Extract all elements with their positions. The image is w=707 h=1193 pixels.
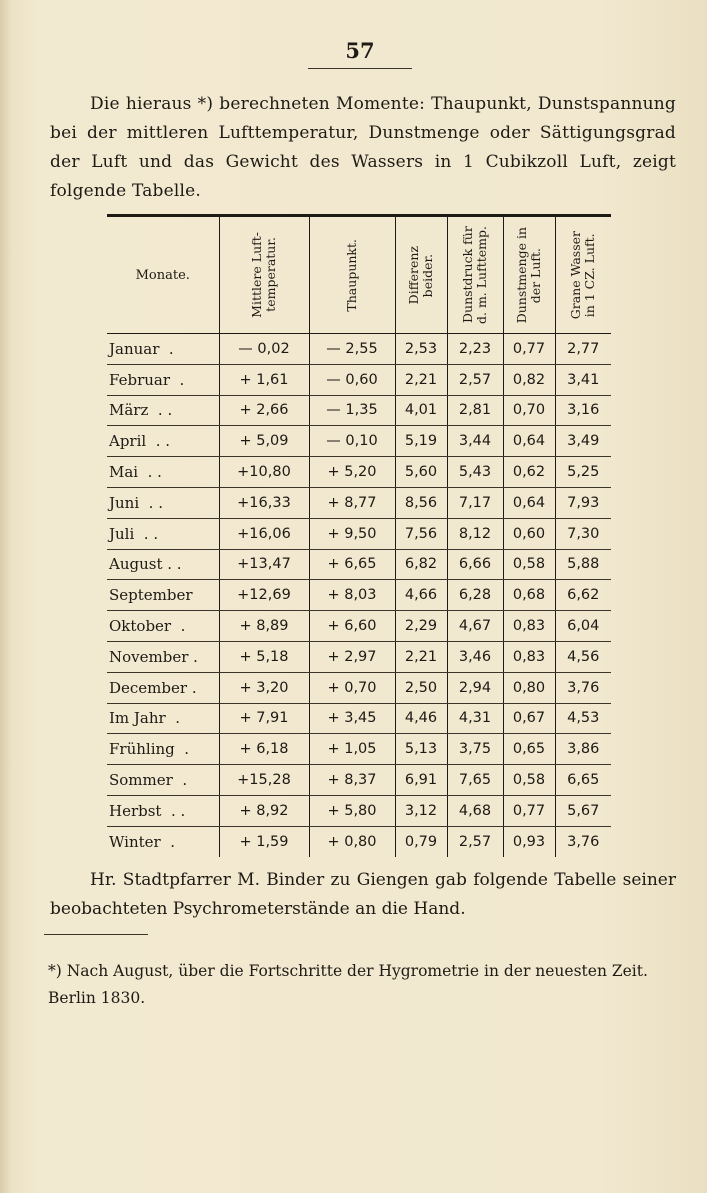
dew-point-cell: — 2,55 xyxy=(309,334,395,365)
month-cell: Frühling . xyxy=(107,734,219,765)
header-label: Dunstdruck für d. m. Lufttemp. xyxy=(460,226,489,324)
header-label: Thaupunkt. xyxy=(344,238,359,312)
month-cell: Februar . xyxy=(107,364,219,395)
difference-cell: 6,91 xyxy=(395,765,447,796)
vapour-amount-cell: 0,93 xyxy=(503,826,555,857)
dew-point-cell: + 1,05 xyxy=(309,734,395,765)
dew-point-cell: + 8,37 xyxy=(309,765,395,796)
header-label: Mittlere Luft- temperatur. xyxy=(249,232,278,318)
table-body xyxy=(107,334,611,858)
month-cell: Winter . xyxy=(109,832,175,851)
vapour-pressure-cell: 7,65 xyxy=(447,765,503,796)
water-grains-cell: 6,65 xyxy=(555,765,611,796)
table-row xyxy=(107,395,611,426)
page-number: 57 xyxy=(345,38,375,63)
water-grains-cell: 6,62 xyxy=(555,580,611,611)
mean-temperature-cell: +15,28 xyxy=(219,765,309,796)
difference-cell: 4,46 xyxy=(395,703,447,734)
following-paragraph xyxy=(50,866,676,924)
month-cell: März . . xyxy=(107,395,219,426)
footnote-rule xyxy=(44,934,148,935)
month-cell: August . . xyxy=(107,549,219,580)
difference-cell: 0,79 xyxy=(395,826,447,857)
header-label: Differenz beider. xyxy=(406,245,435,305)
difference-cell: 5,19 xyxy=(395,426,447,457)
vapour-pressure-cell: 6,66 xyxy=(447,549,503,580)
mean-temperature-cell: +12,69 xyxy=(219,580,309,611)
vapour-amount-cell: 0,64 xyxy=(503,487,555,518)
vapour-amount-cell: 0,83 xyxy=(503,611,555,642)
water-grains-cell: 4,53 xyxy=(555,703,611,734)
dew-point-cell: + 5,80 xyxy=(309,795,395,826)
difference-cell: 2,50 xyxy=(395,672,447,703)
vapour-amount-cell: 0,83 xyxy=(503,641,555,672)
intro-text: Die hieraus *) berechneten Momente: Thaupunkt, Dunstspannung bei der mittleren Lufttemperatur, Dunstmenge oder Sättigungsgrad der Luft und das Gewicht des Wassers in 1 Cubikzoll Luft, zeigt folgende Tabelle. xyxy=(50,94,676,201)
mean-temperature-cell: +13,47 xyxy=(219,549,309,580)
header-row xyxy=(107,216,611,334)
vapour-pressure-cell: 2,94 xyxy=(447,672,503,703)
table-row xyxy=(107,734,611,765)
vapour-pressure-cell: 4,68 xyxy=(447,795,503,826)
mean-temperature-cell: +16,33 xyxy=(219,487,309,518)
header-mean-temperature xyxy=(219,216,309,334)
dew-point-cell: — 0,10 xyxy=(309,426,395,457)
dew-point-cell: + 5,20 xyxy=(309,457,395,488)
difference-cell: 2,53 xyxy=(395,334,447,365)
difference-cell: 5,13 xyxy=(395,734,447,765)
month-cell: Oktober . xyxy=(107,611,219,642)
following-text: Hr. Stadtpfarrer M. Binder zu Giengen gab folgende Tabelle seiner beobachteten Psychrometerstände an die Hand. xyxy=(50,870,676,919)
vapour-amount-cell: 0,58 xyxy=(503,549,555,580)
header-label: Grane Wasser in 1 CZ. Luft. xyxy=(568,230,598,320)
vapour-amount-cell: 0,80 xyxy=(503,672,555,703)
vapour-amount-cell: 0,60 xyxy=(503,518,555,549)
vapour-amount-cell: 0,70 xyxy=(503,395,555,426)
table-row xyxy=(107,487,611,518)
vapour-pressure-cell: 6,28 xyxy=(447,580,503,611)
difference-cell: 8,56 xyxy=(395,487,447,518)
dew-point-cell: + 6,60 xyxy=(309,611,395,642)
vapour-amount-cell: 0,64 xyxy=(503,426,555,457)
table-row xyxy=(107,457,611,488)
footnote xyxy=(48,958,668,1012)
difference-cell: 5,60 xyxy=(395,457,447,488)
vapour-pressure-cell: 3,44 xyxy=(447,426,503,457)
difference-cell: 2,29 xyxy=(395,611,447,642)
month-cell: Im Jahr . xyxy=(107,703,219,734)
vapour-pressure-cell: 2,57 xyxy=(447,364,503,395)
dew-point-cell: + 3,45 xyxy=(309,703,395,734)
table-row xyxy=(107,364,611,395)
mean-temperature-cell: + 7,91 xyxy=(219,703,309,734)
header-dew-point xyxy=(309,216,395,334)
table-row xyxy=(107,580,611,611)
vapour-amount-cell: 0,77 xyxy=(503,334,555,365)
mean-temperature-cell: + 5,18 xyxy=(219,641,309,672)
water-grains-cell: 3,41 xyxy=(555,364,611,395)
table-row xyxy=(107,795,611,826)
vapour-pressure-cell: 7,17 xyxy=(447,487,503,518)
mean-temperature-cell: + 8,92 xyxy=(219,795,309,826)
table-header xyxy=(107,216,611,334)
dew-point-cell: + 9,50 xyxy=(309,518,395,549)
water-grains-cell: 7,30 xyxy=(555,518,611,549)
dew-point-cell: + 6,65 xyxy=(309,549,395,580)
vapour-amount-cell: 0,77 xyxy=(503,795,555,826)
table-row xyxy=(107,641,611,672)
water-grains-cell: 7,93 xyxy=(555,487,611,518)
difference-cell: 6,82 xyxy=(395,549,447,580)
table-row xyxy=(107,826,611,857)
water-grains-cell: 5,88 xyxy=(555,549,611,580)
header-vapour-pressure xyxy=(447,216,503,334)
page-number-rule xyxy=(308,68,412,69)
table-row xyxy=(107,611,611,642)
month-cell: Mai . . xyxy=(107,457,219,488)
vapour-pressure-cell: 4,67 xyxy=(447,611,503,642)
mean-temperature-cell: + 8,89 xyxy=(219,611,309,642)
difference-cell: 7,56 xyxy=(395,518,447,549)
month-cell: Sommer . xyxy=(107,765,219,796)
intro-paragraph xyxy=(50,90,676,206)
header-difference xyxy=(395,216,447,334)
vapour-amount-cell: 0,58 xyxy=(503,765,555,796)
water-grains-cell: 3,86 xyxy=(555,734,611,765)
difference-cell: 2,21 xyxy=(395,364,447,395)
table-row xyxy=(107,426,611,457)
dew-point-cell: + 2,97 xyxy=(309,641,395,672)
dew-point-cell: — 1,35 xyxy=(309,395,395,426)
water-grains-cell: 5,67 xyxy=(555,795,611,826)
difference-cell: 4,01 xyxy=(395,395,447,426)
water-grains-cell: 6,04 xyxy=(555,611,611,642)
table-row xyxy=(107,518,611,549)
vapour-amount-cell: 0,67 xyxy=(503,703,555,734)
vapour-pressure-cell: 2,23 xyxy=(447,334,503,365)
month-cell: Juni . . xyxy=(107,487,219,518)
mean-temperature-cell: + 2,66 xyxy=(219,395,309,426)
vapour-pressure-cell: 8,12 xyxy=(447,518,503,549)
month-cell: September xyxy=(107,580,219,611)
water-grains-cell: 3,16 xyxy=(555,395,611,426)
dew-point-cell: — 0,60 xyxy=(309,364,395,395)
dew-point-cell: + 8,03 xyxy=(309,580,395,611)
dew-point-cell: + 0,80 xyxy=(309,826,395,857)
vapour-pressure-cell: 4,31 xyxy=(447,703,503,734)
difference-cell: 3,12 xyxy=(395,795,447,826)
humidity-table xyxy=(107,214,611,857)
mean-temperature-cell: +16,06 xyxy=(219,518,309,549)
month-cell: Januar . xyxy=(107,334,219,365)
water-grains-cell: 3,76 xyxy=(555,826,611,857)
mean-temperature-cell: + 6,18 xyxy=(219,734,309,765)
mean-temperature-cell: + 3,20 xyxy=(219,672,309,703)
table-row xyxy=(107,765,611,796)
table-row xyxy=(107,672,611,703)
vapour-amount-cell: 0,68 xyxy=(503,580,555,611)
dew-point-cell: + 8,77 xyxy=(309,487,395,518)
vapour-pressure-cell: 3,46 xyxy=(447,641,503,672)
vapour-amount-cell: 0,82 xyxy=(503,364,555,395)
month-cell: Herbst . . xyxy=(107,795,219,826)
water-grains-cell: 4,56 xyxy=(555,641,611,672)
water-grains-cell: 5,25 xyxy=(555,457,611,488)
vapour-pressure-cell: 2,57 xyxy=(447,826,503,857)
month-cell: November . xyxy=(107,641,219,672)
header-water-grains xyxy=(555,216,611,334)
header-month: Monate. xyxy=(107,216,219,334)
month-cell: Juli . . xyxy=(107,518,219,549)
vapour-pressure-cell: 5,43 xyxy=(447,457,503,488)
mean-temperature-cell: + 1,59 xyxy=(219,826,309,857)
mean-temperature-cell: +10,80 xyxy=(219,457,309,488)
vapour-amount-cell: 0,62 xyxy=(503,457,555,488)
header-vapour-amount xyxy=(503,216,555,334)
month-cell: December . xyxy=(107,672,219,703)
vapour-pressure-cell: 3,75 xyxy=(447,734,503,765)
month-cell: April . . xyxy=(107,426,219,457)
water-grains-cell: 2,77 xyxy=(555,334,611,365)
table-row xyxy=(107,334,611,365)
dew-point-cell: + 0,70 xyxy=(309,672,395,703)
water-grains-cell: 3,49 xyxy=(555,426,611,457)
difference-cell: 2,21 xyxy=(395,641,447,672)
mean-temperature-cell: + 1,61 xyxy=(219,364,309,395)
footnote-text: *) Nach August, über die Fortschritte der Hygrometrie in der neuesten Zeit. Berlin 1830. xyxy=(48,962,648,1007)
table-row xyxy=(107,703,611,734)
difference-cell: 4,66 xyxy=(395,580,447,611)
table-row xyxy=(107,549,611,580)
mean-temperature-cell: — 0,02 xyxy=(219,334,309,365)
mean-temperature-cell: + 5,09 xyxy=(219,426,309,457)
vapour-amount-cell: 0,65 xyxy=(503,734,555,765)
water-grains-cell: 3,76 xyxy=(555,672,611,703)
vapour-pressure-cell: 2,81 xyxy=(447,395,503,426)
header-label: Dunstmenge in der Luft. xyxy=(514,226,543,324)
